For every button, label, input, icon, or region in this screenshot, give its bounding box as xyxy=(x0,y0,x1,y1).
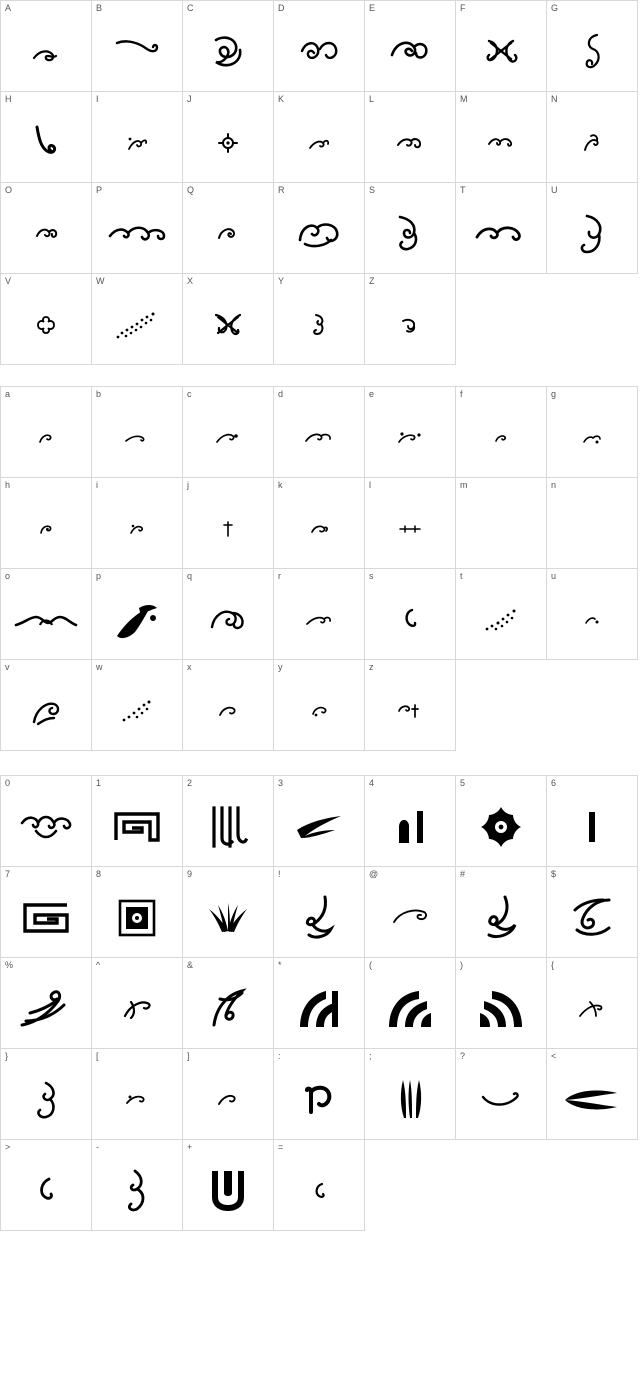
glyph-cell-percent[interactable] xyxy=(1,958,92,1049)
cell-label: 4 xyxy=(369,778,375,788)
cell-label: i xyxy=(96,480,98,490)
table-row xyxy=(1,183,638,274)
cell-label: $ xyxy=(551,869,557,879)
glyph-cell-Y[interactable] xyxy=(274,274,365,365)
cell-label: o xyxy=(5,571,11,581)
glyph-cell-amp[interactable] xyxy=(183,958,274,1049)
cell-label: 2 xyxy=(187,778,193,788)
tiny-leaf-icon xyxy=(92,1063,182,1137)
cell-label: 7 xyxy=(5,869,11,879)
wave-stroke-icon xyxy=(92,15,182,89)
small-spiral-icon xyxy=(183,197,273,271)
glyph-cell-empty xyxy=(456,660,547,751)
deco-corner-icon xyxy=(365,790,455,864)
glyph-cell-v[interactable] xyxy=(1,660,92,751)
cell-label: W xyxy=(96,276,105,286)
cell-label: : xyxy=(278,1051,281,1061)
glyph-cell-plus[interactable] xyxy=(183,1140,274,1231)
table-row xyxy=(1,387,638,478)
cell-label: ! xyxy=(278,869,281,879)
cell-label: ? xyxy=(460,1051,466,1061)
tiny-pair-icon xyxy=(547,583,637,657)
horizontal-flourish-icon xyxy=(92,197,182,271)
table-row xyxy=(1,958,638,1049)
glyph-cell-8[interactable] xyxy=(92,867,183,958)
curl-sprout-icon xyxy=(547,106,637,180)
cell-label: } xyxy=(5,1051,9,1061)
coiled-scroll-icon xyxy=(183,583,273,657)
cell-label: e xyxy=(369,389,375,399)
glyph-cell-z[interactable] xyxy=(365,660,456,751)
micro-rosette-icon xyxy=(274,674,364,748)
small-vine-icon xyxy=(274,401,364,475)
glyph-cell-h[interactable] xyxy=(1,478,92,569)
cell-label: A xyxy=(5,3,12,13)
tall-scroll-icon xyxy=(547,197,637,271)
cell-label: & xyxy=(187,960,194,970)
glyph-cell-V[interactable] xyxy=(1,274,92,365)
small-flourish-icon xyxy=(456,106,546,180)
hook-dot-icon xyxy=(183,401,273,475)
glyph-block-lowercase xyxy=(0,386,638,751)
glyph-cell-rbracket[interactable] xyxy=(183,1049,274,1140)
cell-label: N xyxy=(551,94,558,104)
swash-hook-icon xyxy=(1,15,91,89)
glyph-cell-T[interactable] xyxy=(456,183,547,274)
glyph-cell-5[interactable] xyxy=(456,776,547,867)
tiny-hook-icon xyxy=(1,401,91,475)
glyph-cell-lparen[interactable] xyxy=(365,958,456,1049)
glyph-cell-B[interactable] xyxy=(92,1,183,92)
glyph-cell-k[interactable] xyxy=(274,478,365,569)
cell-label: X xyxy=(187,276,194,286)
cell-label: - xyxy=(96,1142,99,1152)
cell-label: k xyxy=(278,480,283,490)
cell-label: Z xyxy=(369,276,375,286)
glyph-cell-I[interactable] xyxy=(92,92,183,183)
thin-swash-icon xyxy=(365,881,455,955)
cell-label: > xyxy=(5,1142,11,1152)
micro-spiral-icon xyxy=(1,492,91,566)
solid-bar-icon xyxy=(547,790,637,864)
cell-label: z xyxy=(369,662,374,672)
framed-medallion-icon xyxy=(92,881,182,955)
cell-label: q xyxy=(187,571,193,581)
glyph-cell-X[interactable] xyxy=(183,274,274,365)
tiny-dash-curl-icon xyxy=(92,401,182,475)
glyph-cell-gt[interactable] xyxy=(1,1140,92,1231)
table-row xyxy=(1,1049,638,1140)
glyph-cell-b[interactable] xyxy=(92,387,183,478)
minute-curl-icon xyxy=(456,401,546,475)
leaf-scroll-icon xyxy=(365,15,455,89)
leaf-cluster-icon xyxy=(92,583,182,657)
glyph-grid-symbols xyxy=(0,775,638,1231)
glyph-block-symbols xyxy=(0,775,638,1231)
dot-trail-icon xyxy=(92,674,182,748)
glyph-cell-S[interactable] xyxy=(365,183,456,274)
glyph-cell-L[interactable] xyxy=(365,92,456,183)
cell-label: Q xyxy=(187,185,195,195)
cell-label: B xyxy=(96,3,103,13)
cell-label: w xyxy=(96,662,103,672)
cell-label: r xyxy=(278,571,281,581)
art-deco-bracket-icon xyxy=(183,790,273,864)
glyph-cell-question[interactable] xyxy=(456,1049,547,1140)
cell-label: 5 xyxy=(460,778,466,788)
cell-label: K xyxy=(278,94,285,104)
deco-wave-left-icon xyxy=(365,972,455,1046)
glyph-cell-rparen[interactable] xyxy=(456,958,547,1049)
glyph-cell-w[interactable] xyxy=(92,660,183,751)
blank-glyph xyxy=(547,492,637,566)
glyph-cell-asterisk[interactable] xyxy=(274,958,365,1049)
cell-label: n xyxy=(551,480,557,490)
glyph-cell-semicolon[interactable] xyxy=(365,1049,456,1140)
hook-stem-icon xyxy=(365,583,455,657)
cell-label: E xyxy=(369,3,376,13)
glyph-grid-uppercase xyxy=(0,0,638,365)
cell-label: = xyxy=(278,1142,284,1152)
deco-wave-right-icon xyxy=(456,972,546,1046)
glyph-cell-3[interactable] xyxy=(274,776,365,867)
cell-label: # xyxy=(460,869,466,879)
micro-sprig-icon xyxy=(92,492,182,566)
palmette-fan-icon xyxy=(183,881,273,955)
vine-scroll-icon xyxy=(365,197,455,271)
cell-label: b xyxy=(96,389,102,399)
glyph-cell-excl[interactable] xyxy=(274,867,365,958)
table-row xyxy=(1,867,638,958)
cell-label: j xyxy=(187,480,189,490)
thin-bar-icon xyxy=(365,492,455,566)
table-row xyxy=(1,776,638,867)
glyph-cell-e[interactable] xyxy=(365,387,456,478)
glyph-cell-n[interactable] xyxy=(547,478,638,569)
arrow-plume-icon xyxy=(274,790,364,864)
glyph-cell-2[interactable] xyxy=(183,776,274,867)
cell-label: x xyxy=(187,662,192,672)
tiny-curl-leaf-icon xyxy=(183,1063,273,1137)
cell-label: 9 xyxy=(187,869,193,879)
cell-label: H xyxy=(5,94,12,104)
dagger-mark-icon xyxy=(183,492,273,566)
glyph-cell-Q[interactable] xyxy=(183,183,274,274)
glyph-cell-g[interactable] xyxy=(547,387,638,478)
cell-label: @ xyxy=(369,869,379,879)
left-ribbon-icon xyxy=(547,1063,637,1137)
vertical-flourish-icon xyxy=(456,881,546,955)
bold-scroll-icon xyxy=(183,972,273,1046)
glyph-cell-at[interactable] xyxy=(365,867,456,958)
glyph-cell-t[interactable] xyxy=(456,569,547,660)
cell-label: D xyxy=(278,3,285,13)
glyph-cell-m[interactable] xyxy=(456,478,547,569)
cell-label: O xyxy=(5,185,13,195)
table-row xyxy=(1,569,638,660)
wave-underline-icon xyxy=(456,1063,546,1137)
cell-label: U xyxy=(551,185,558,195)
small-comma-icon xyxy=(274,1154,364,1228)
cell-label: ; xyxy=(369,1051,372,1061)
thin-sprig-icon xyxy=(547,972,637,1046)
glyph-cell-M[interactable] xyxy=(456,92,547,183)
diagonal-flourish-icon xyxy=(1,972,91,1046)
glyph-cell-D[interactable] xyxy=(274,1,365,92)
table-row xyxy=(1,1140,638,1231)
tiny-scroll-icon xyxy=(365,288,455,362)
dot-scatter-icon xyxy=(456,583,546,657)
small-scroll-icon xyxy=(365,106,455,180)
cell-label: h xyxy=(5,480,11,490)
cell-label: 8 xyxy=(96,869,102,879)
cell-label: a xyxy=(5,389,11,399)
curl-pair-icon xyxy=(274,15,364,89)
cell-label: 6 xyxy=(551,778,557,788)
glyph-cell-lbrace[interactable] xyxy=(547,958,638,1049)
small-knot-icon xyxy=(1,197,91,271)
glyph-cell-U[interactable] xyxy=(547,183,638,274)
glyph-grid-lowercase xyxy=(0,386,638,751)
glyph-cell-o[interactable] xyxy=(1,569,92,660)
eight-point-star-icon xyxy=(456,790,546,864)
cell-label: C xyxy=(187,3,194,13)
glyph-cell-y[interactable] xyxy=(274,660,365,751)
cell-label: + xyxy=(187,1142,193,1152)
glyph-cell-empty xyxy=(547,274,638,365)
cell-label: L xyxy=(369,94,375,104)
glyph-cell-G[interactable] xyxy=(547,1,638,92)
glyph-cell-1[interactable] xyxy=(92,776,183,867)
glyph-cell-A[interactable] xyxy=(1,1,92,92)
glyph-cell-6[interactable] xyxy=(547,776,638,867)
glyph-cell-empty xyxy=(547,660,638,751)
double-spiral-icon xyxy=(1,1063,91,1137)
rosette-dot-icon xyxy=(183,106,273,180)
glyph-cell-W[interactable] xyxy=(92,274,183,365)
cell-label: ( xyxy=(369,960,372,970)
cell-label: F xyxy=(460,3,466,13)
blank-glyph xyxy=(456,492,546,566)
double-scroll-icon xyxy=(274,197,364,271)
small-bud-icon xyxy=(183,674,273,748)
glyph-cell-P[interactable] xyxy=(92,183,183,274)
cell-label: ] xyxy=(187,1051,190,1061)
cell-label: u xyxy=(551,571,557,581)
glyph-cell-a[interactable] xyxy=(1,387,92,478)
table-row xyxy=(1,92,638,183)
glyph-cell-q[interactable] xyxy=(183,569,274,660)
glyph-cell-colon[interactable] xyxy=(274,1049,365,1140)
deco-urn-icon xyxy=(183,1154,273,1228)
glyph-cell-rbrace[interactable] xyxy=(1,1049,92,1140)
greek-key-block-2-icon xyxy=(1,881,91,955)
cell-label: y xyxy=(278,662,283,672)
glyph-cell-dollar[interactable] xyxy=(547,867,638,958)
glyph-cell-O[interactable] xyxy=(1,183,92,274)
glyph-cell-Z[interactable] xyxy=(365,274,456,365)
glyph-cell-j[interactable] xyxy=(183,478,274,569)
glyph-cell-r[interactable] xyxy=(274,569,365,660)
cell-label: * xyxy=(278,960,282,970)
cell-label: ) xyxy=(460,960,463,970)
paired-dots-icon xyxy=(547,401,637,475)
quatrefoil-icon xyxy=(1,288,91,362)
small-sprig-icon xyxy=(92,106,182,180)
glyph-cell-F[interactable] xyxy=(456,1,547,92)
cell-label: p xyxy=(96,571,102,581)
table-row xyxy=(1,660,638,751)
cell-label: M xyxy=(460,94,468,104)
glyph-cell-i[interactable] xyxy=(92,478,183,569)
glyph-cell-empty xyxy=(456,1140,547,1231)
glyph-block-uppercase xyxy=(0,0,638,365)
deco-wave-block-icon xyxy=(274,972,364,1046)
layered-scroll-icon xyxy=(547,881,637,955)
vertical-leaf-scroll-icon xyxy=(274,881,364,955)
curl-cross-icon xyxy=(365,674,455,748)
glyph-cell-R[interactable] xyxy=(274,183,365,274)
bold-hook-icon xyxy=(274,1063,364,1137)
tiny-vine-icon xyxy=(274,583,364,657)
cell-label: f xyxy=(460,389,463,399)
dot-spray-icon xyxy=(92,288,182,362)
glyph-cell-c[interactable] xyxy=(183,387,274,478)
glyph-cell-7[interactable] xyxy=(1,867,92,958)
glyph-cell-u[interactable] xyxy=(547,569,638,660)
table-row xyxy=(1,274,638,365)
cell-label: P xyxy=(96,185,103,195)
cell-label: S xyxy=(369,185,376,195)
cell-label: l xyxy=(369,480,371,490)
glyph-cell-empty xyxy=(547,1140,638,1231)
cell-label: Y xyxy=(278,276,285,286)
cell-label: J xyxy=(187,94,192,104)
glyph-cell-equals[interactable] xyxy=(274,1140,365,1231)
cell-label: V xyxy=(5,276,12,286)
glyph-cell-lbracket[interactable] xyxy=(92,1049,183,1140)
cell-label: R xyxy=(278,185,285,195)
dotted-curl-icon xyxy=(365,401,455,475)
cell-label: < xyxy=(551,1051,557,1061)
small-bird-knot-icon xyxy=(92,972,182,1046)
cell-label: [ xyxy=(96,1051,99,1061)
glyph-cell-empty xyxy=(456,274,547,365)
cell-label: 1 xyxy=(96,778,102,788)
glyph-cell-J[interactable] xyxy=(183,92,274,183)
cell-label: s xyxy=(369,571,374,581)
cell-label: t xyxy=(460,571,463,581)
glyph-cell-E[interactable] xyxy=(365,1,456,92)
wide-crest-icon xyxy=(1,583,91,657)
table-row xyxy=(1,478,638,569)
glyph-cell-f[interactable] xyxy=(456,387,547,478)
glyph-cell-caret[interactable] xyxy=(92,958,183,1049)
glyph-cell-9[interactable] xyxy=(183,867,274,958)
glyph-cell-hash[interactable] xyxy=(456,867,547,958)
cell-label: d xyxy=(278,389,284,399)
greek-key-block-icon xyxy=(92,790,182,864)
cell-label: I xyxy=(96,94,99,104)
glyph-cell-C[interactable] xyxy=(183,1,274,92)
cell-label: m xyxy=(460,480,468,490)
double-curl-knot-icon xyxy=(183,15,273,89)
cell-label: c xyxy=(187,389,192,399)
glyph-cell-hyphen[interactable] xyxy=(92,1140,183,1231)
glyph-cell-N[interactable] xyxy=(547,92,638,183)
glyph-cell-s[interactable] xyxy=(365,569,456,660)
micro-knot-icon xyxy=(274,492,364,566)
three-petal-fan-icon xyxy=(365,1063,455,1137)
cell-label: 3 xyxy=(278,778,284,788)
triple-scroll-crest-icon xyxy=(1,790,91,864)
hook-stroke-icon xyxy=(1,106,91,180)
glyph-cell-lt[interactable] xyxy=(547,1049,638,1140)
glyph-cell-d[interactable] xyxy=(274,387,365,478)
vertical-vine-icon xyxy=(92,1154,182,1228)
table-row xyxy=(1,1,638,92)
glyph-cell-K[interactable] xyxy=(274,92,365,183)
cell-label: g xyxy=(551,389,557,399)
glyph-cell-x[interactable] xyxy=(183,660,274,751)
glyph-cell-p[interactable] xyxy=(92,569,183,660)
glyph-cell-0[interactable] xyxy=(1,776,92,867)
cell-label: % xyxy=(5,960,14,970)
cell-label: ^ xyxy=(96,960,101,970)
wide-flourish-icon xyxy=(456,197,546,271)
star-knot-icon xyxy=(183,288,273,362)
cell-label: 0 xyxy=(5,778,11,788)
cell-label: G xyxy=(551,3,559,13)
glyph-cell-empty xyxy=(365,1140,456,1231)
s-curl-icon xyxy=(547,15,637,89)
cell-label: { xyxy=(551,960,555,970)
glyph-cell-l[interactable] xyxy=(365,478,456,569)
curl-stem-icon xyxy=(1,674,91,748)
cross-knot-icon xyxy=(456,15,546,89)
cell-label: T xyxy=(460,185,466,195)
tiny-curl-icon xyxy=(274,106,364,180)
comma-swash-icon xyxy=(1,1154,91,1228)
small-curl-pair-icon xyxy=(274,288,364,362)
glyph-cell-H[interactable] xyxy=(1,92,92,183)
glyph-cell-4[interactable] xyxy=(365,776,456,867)
cell-label: v xyxy=(5,662,10,672)
